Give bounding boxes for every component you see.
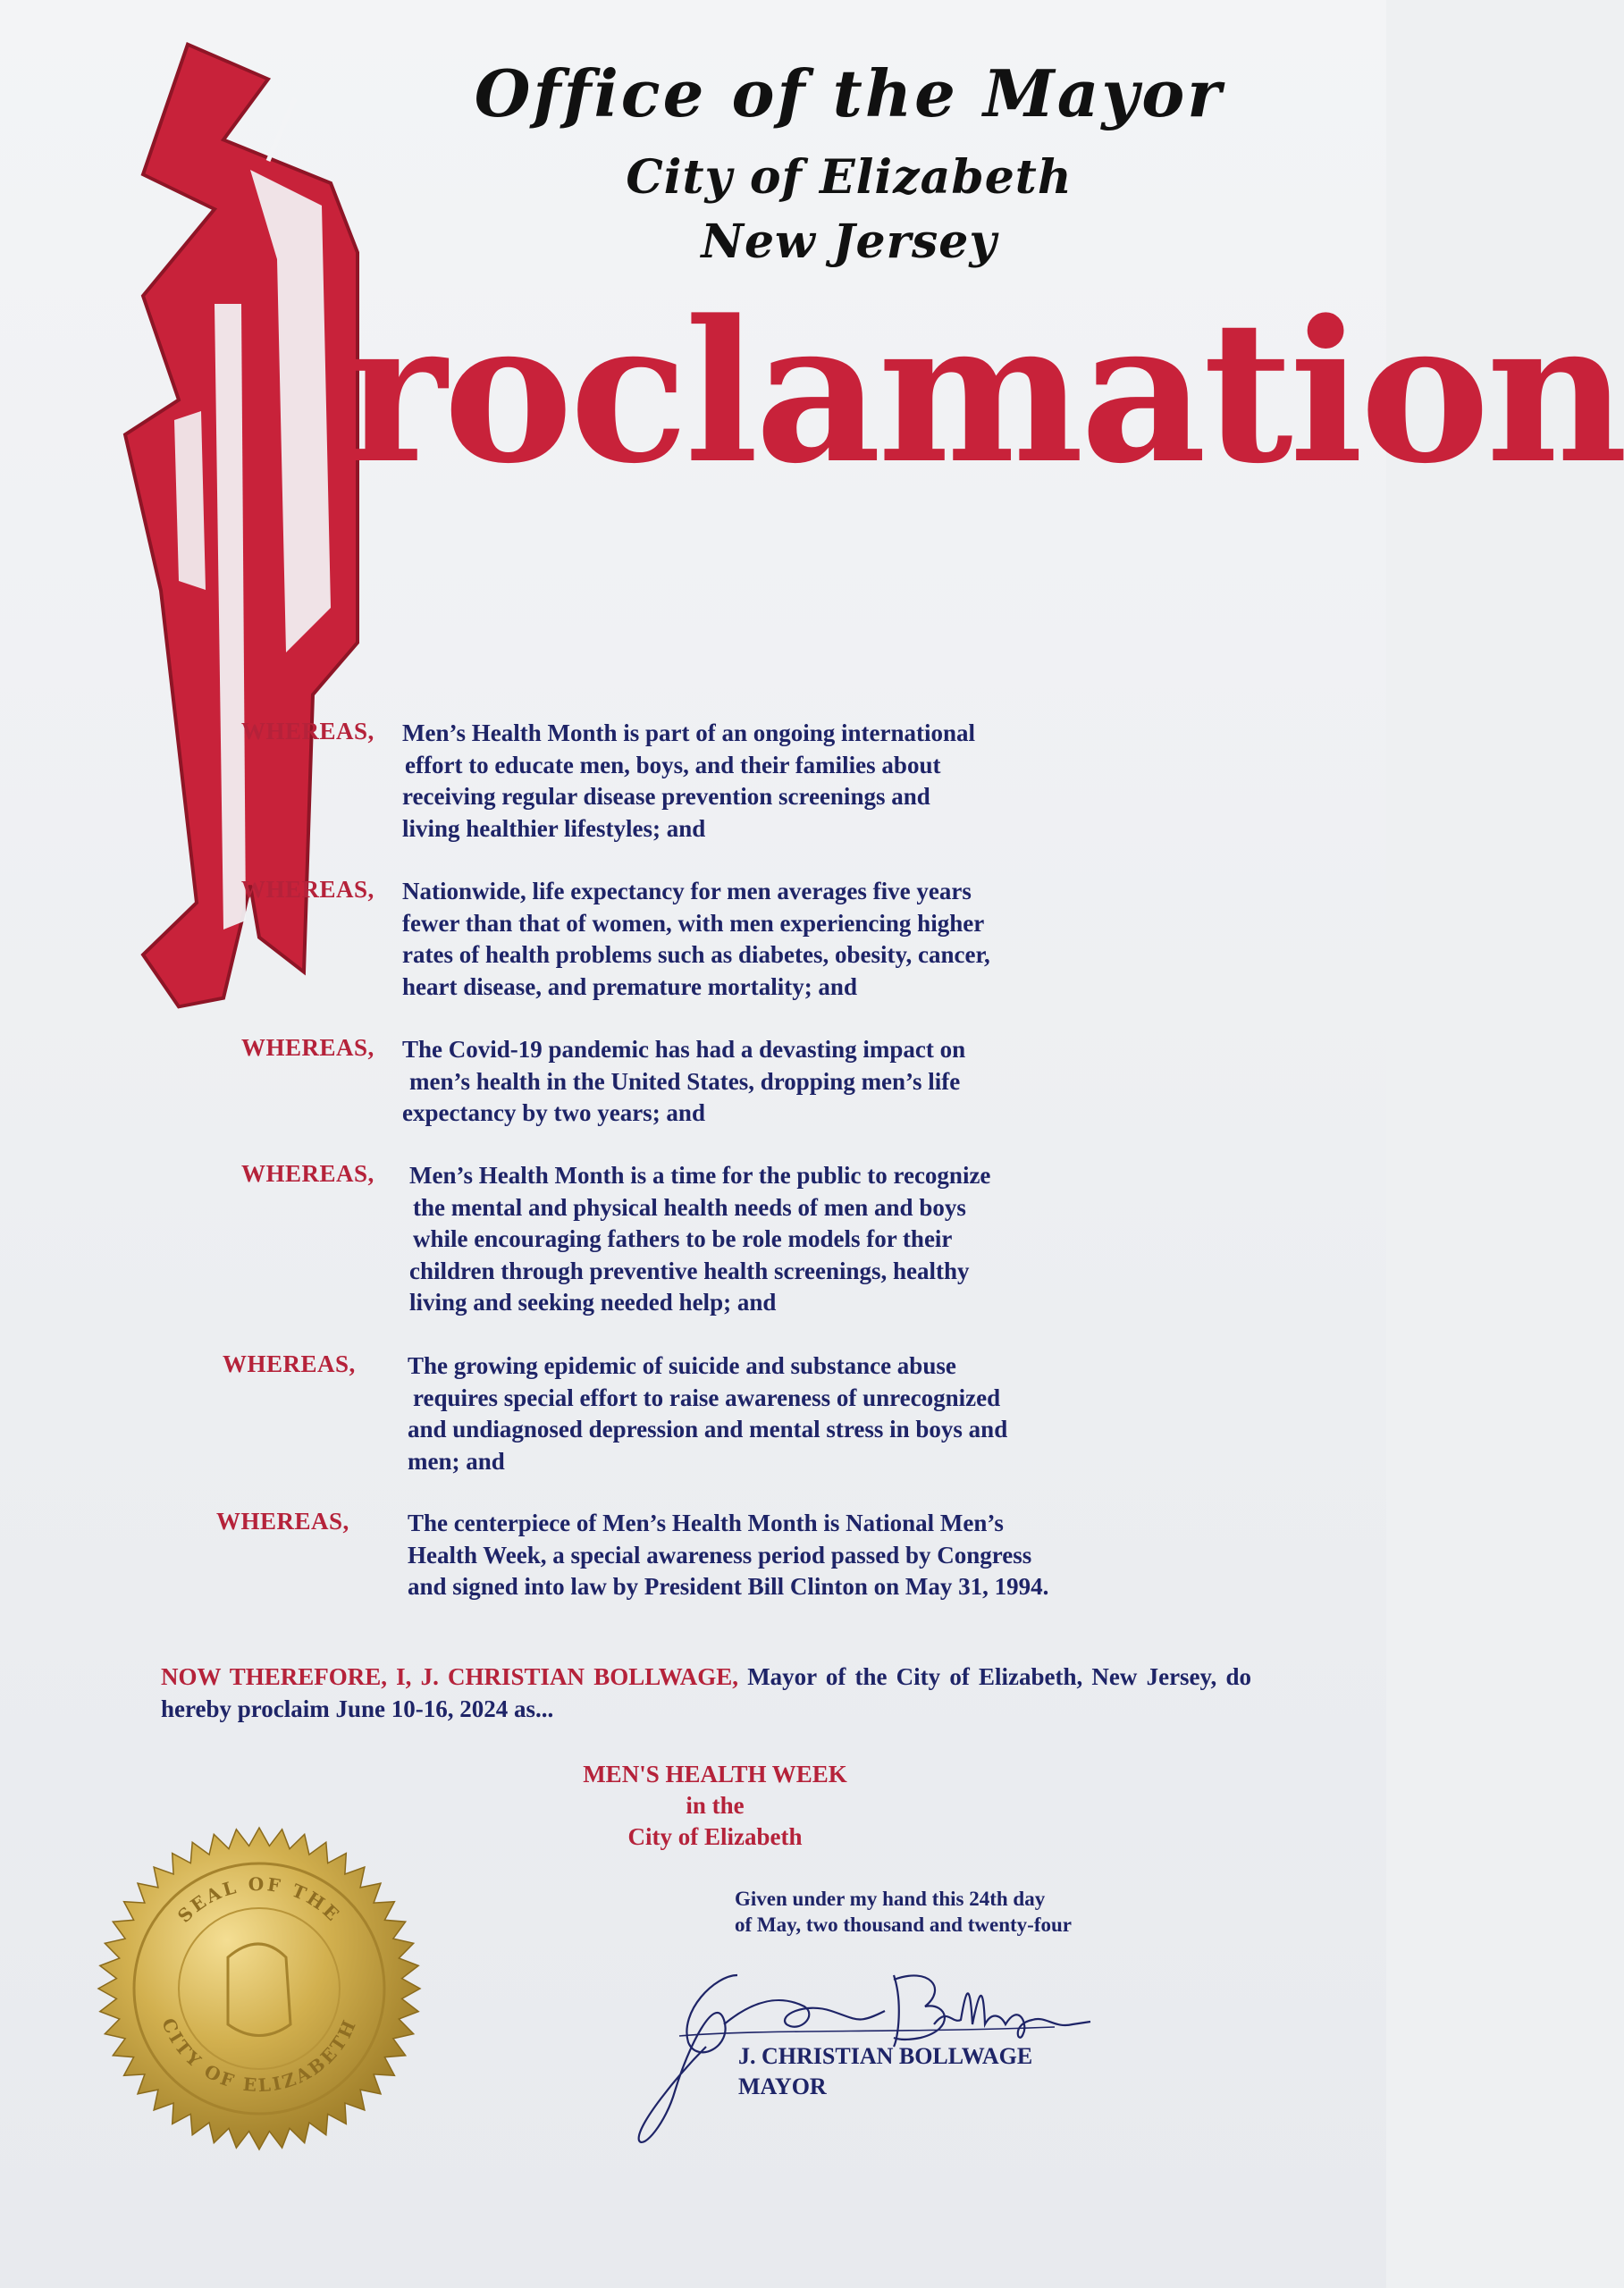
whereas-line: and undiagnosed depression and mental stress in boys and — [408, 1416, 1008, 1443]
now-therefore-paragraph — [161, 1661, 1251, 1725]
whereas-text — [402, 876, 1144, 1003]
whereas-line: The growing epidemic of suicide and substance abuse — [408, 1352, 956, 1379]
city-seal-icon — [94, 1823, 425, 2154]
now-therefore-text: Mayor of the City of Elizabeth, New Jersey, do hereby proclaim June 10-16, 2024 as... — [161, 1663, 1251, 1722]
whereas-line: requires special effort to raise awareness of unrecognized — [413, 1384, 1001, 1411]
whereas-line: expectancy by two years; and — [402, 1099, 705, 1126]
proclaimed-observance — [402, 1759, 1028, 1853]
whereas-line: while encouraging fathers to be role models for their — [413, 1225, 953, 1252]
observance-name: MEN'S HEALTH WEEK — [583, 1761, 847, 1788]
whereas-text — [408, 1350, 1149, 1477]
given-line: Given under my hand this 24th day — [735, 1888, 1046, 1910]
seal-bottom-text: CITY OF ELIZABETH — [157, 2015, 361, 2097]
whereas-text — [409, 1160, 1151, 1319]
whereas-text — [402, 718, 1144, 845]
observance-place: City of Elizabeth — [627, 1823, 803, 1850]
whereas-label: WHEREAS, — [223, 1350, 356, 1377]
signatory-title: MAYOR — [738, 2074, 827, 2099]
given-line: of May, two thousand and twenty-four — [735, 1914, 1072, 1936]
whereas-line: Health Week, a special awareness period passed by Congress — [408, 1541, 1032, 1569]
whereas-line: the mental and physical health needs of men and boys — [413, 1193, 966, 1221]
signatory-name: J. CHRISTIAN BOLLWAGE — [738, 2043, 1033, 2069]
seal-top-text: SEAL OF THE — [172, 1872, 346, 1927]
whereas-line: Men’s Health Month is part of an ongoing international — [402, 719, 976, 746]
whereas-line: Men’s Health Month is a time for the public to recognize — [409, 1162, 991, 1189]
whereas-text — [408, 1508, 1176, 1603]
whereas-text — [402, 1034, 1144, 1130]
whereas-line: fewer than that of women, with men experiencing higher — [402, 909, 985, 937]
whereas-line: living healthier lifestyles; and — [402, 814, 706, 842]
office-heading: Office of the Mayor — [474, 55, 1224, 131]
whereas-label: WHEREAS, — [216, 1508, 349, 1535]
whereas-line: effort to educate men, boys, and their families about — [405, 751, 941, 778]
whereas-line: heart disease, and premature mortality; and — [402, 972, 857, 1000]
whereas-label: WHEREAS, — [241, 1160, 374, 1187]
whereas-label: WHEREAS, — [241, 718, 374, 744]
proclamation-title: roclamation — [344, 278, 1624, 507]
whereas-label: WHEREAS, — [241, 1034, 374, 1061]
whereas-line: receiving regular disease prevention screenings and — [402, 783, 930, 810]
whereas-label: WHEREAS, — [241, 876, 374, 903]
signatory-block — [738, 2041, 1032, 2102]
whereas-line: men’s health in the United States, dropping men’s life — [409, 1067, 961, 1095]
whereas-line: men; and — [408, 1447, 505, 1475]
initial-p-ornament — [89, 36, 384, 1001]
whereas-line: living and seeking needed help; and — [409, 1289, 777, 1316]
observance-connector: in the — [686, 1792, 745, 1819]
whereas-line: rates of health problems such as diabetes, obesity, cancer, — [402, 941, 990, 968]
whereas-line: children through preventive health screenings, healthy — [409, 1257, 970, 1284]
whereas-line: The Covid-19 pandemic has had a devasting impact on — [402, 1036, 966, 1063]
whereas-line: Nationwide, life expectancy for men averages five years — [402, 878, 972, 904]
now-therefore-lead: NOW THEREFORE, I, J. CHRISTIAN BOLLWAGE, — [161, 1663, 739, 1690]
whereas-line: and signed into law by President Bill Clinton on May 31, 1994. — [408, 1573, 1049, 1600]
city-heading: City of Elizabeth — [626, 150, 1073, 205]
state-heading: New Jersey — [701, 214, 997, 269]
given-under-hand — [735, 1886, 1235, 1938]
whereas-line: The centerpiece of Men’s Health Month is National Men’s — [408, 1510, 1004, 1536]
